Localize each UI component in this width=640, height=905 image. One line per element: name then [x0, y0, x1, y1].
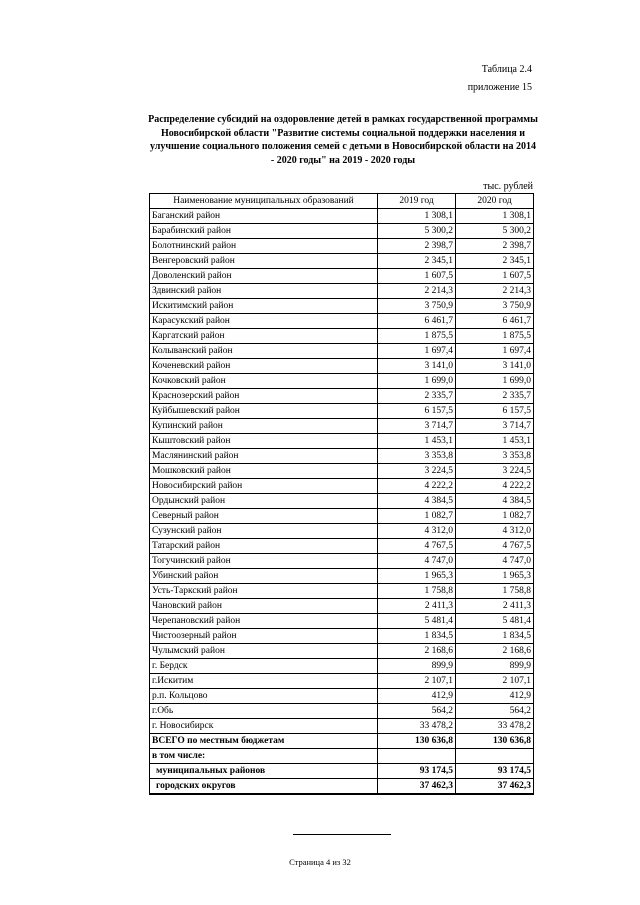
value-2019-cell: 3 750,9: [378, 299, 456, 314]
value-2020-cell: 564,2: [456, 704, 534, 719]
value-2019-cell: 4 767,5: [378, 539, 456, 554]
value-2020-cell: 130 636,8: [456, 734, 534, 749]
table-row: [150, 494, 534, 509]
value-2019-cell: 3 714,7: [378, 419, 456, 434]
table-row: [150, 554, 534, 569]
row-name-cell: Чановский район: [150, 599, 378, 614]
row-name-cell: г. Бердск: [150, 659, 378, 674]
row-name-cell: Венгеровский район: [150, 254, 378, 269]
appendix-label: приложение 15: [467, 82, 532, 93]
table-row: [150, 224, 534, 239]
column-header-2020: 2020 год: [456, 194, 534, 209]
row-name-cell: Здвинский район: [150, 284, 378, 299]
value-2020-cell: 412,9: [456, 689, 534, 704]
table-row: [150, 719, 534, 734]
value-2020-cell: 2 168,6: [456, 644, 534, 659]
value-2019-cell: 4 312,0: [378, 524, 456, 539]
value-2020-cell: 2 214,3: [456, 284, 534, 299]
value-2020-cell: 93 174,5: [456, 764, 534, 779]
value-2019-cell: 5 300,2: [378, 224, 456, 239]
row-name-cell: муниципальных районов: [150, 764, 378, 779]
value-2019-cell: 1 965,3: [378, 569, 456, 584]
row-name-cell: Колыванский район: [150, 344, 378, 359]
value-2020-cell: 37 462,3: [456, 779, 534, 795]
row-name-cell: Кыштовский район: [150, 434, 378, 449]
value-2019-cell: 412,9: [378, 689, 456, 704]
column-header-2019: 2019 год: [378, 194, 456, 209]
row-name-cell: Ордынский район: [150, 494, 378, 509]
value-2020-cell: 2 345,1: [456, 254, 534, 269]
table-row: [150, 359, 534, 374]
row-name-cell: Каргатский район: [150, 329, 378, 344]
value-2019-cell: 2 335,7: [378, 389, 456, 404]
table-row: [150, 569, 534, 584]
row-name-cell: Краснозерский район: [150, 389, 378, 404]
table-row: [150, 449, 534, 464]
value-2020-cell: 4 767,5: [456, 539, 534, 554]
value-2019-cell: 3 224,5: [378, 464, 456, 479]
value-2019-cell: 2 411,3: [378, 599, 456, 614]
value-2019-cell: 2 345,1: [378, 254, 456, 269]
value-2020-cell: 1 082,7: [456, 509, 534, 524]
value-2019-cell: 33 478,2: [378, 719, 456, 734]
value-2019-cell: 130 636,8: [378, 734, 456, 749]
row-name-cell: Барабинский район: [150, 224, 378, 239]
table-header-row: [150, 194, 534, 209]
table-row: [150, 314, 534, 329]
table-row: [150, 599, 534, 614]
empty-cell: [378, 749, 456, 764]
table-row: [150, 539, 534, 554]
table-row: [150, 689, 534, 704]
value-2020-cell: 1 875,5: [456, 329, 534, 344]
row-name-cell: Карасукский район: [150, 314, 378, 329]
value-2020-cell: 899,9: [456, 659, 534, 674]
value-2020-cell: 2 107,1: [456, 674, 534, 689]
value-2020-cell: 3 714,7: [456, 419, 534, 434]
row-name-cell: г.Обь: [150, 704, 378, 719]
row-name-cell: Татарский район: [150, 539, 378, 554]
table-row: [150, 704, 534, 719]
value-2019-cell: 4 384,5: [378, 494, 456, 509]
value-2020-cell: 33 478,2: [456, 719, 534, 734]
row-name-cell: Черепановский район: [150, 614, 378, 629]
value-2019-cell: 3 353,8: [378, 449, 456, 464]
value-2020-cell: 1 607,5: [456, 269, 534, 284]
table-row: [150, 464, 534, 479]
table-row: [150, 629, 534, 644]
row-name-cell: р.п. Кольцово: [150, 689, 378, 704]
page-number: Страница 4 из 32: [289, 857, 351, 867]
table-row: [150, 299, 534, 314]
value-2019-cell: 37 462,3: [378, 779, 456, 795]
value-2019-cell: 1 875,5: [378, 329, 456, 344]
value-2020-cell: 1 758,8: [456, 584, 534, 599]
row-name-cell: в том числе:: [150, 749, 378, 764]
row-name-cell: Маслянинский район: [150, 449, 378, 464]
value-2020-cell: 1 453,1: [456, 434, 534, 449]
subsidy-table: [149, 193, 534, 795]
value-2020-cell: 1 308,1: [456, 209, 534, 224]
value-2020-cell: 2 335,7: [456, 389, 534, 404]
value-2019-cell: 2 214,3: [378, 284, 456, 299]
row-name-cell: Куйбышевский район: [150, 404, 378, 419]
footer-divider: [293, 834, 391, 835]
row-name-cell: Чистоозерный район: [150, 629, 378, 644]
row-name-cell: Баганский район: [150, 209, 378, 224]
row-name-cell: Тогучинский район: [150, 554, 378, 569]
table-row: [150, 419, 534, 434]
units-label: тыс. рублей: [483, 181, 533, 192]
row-name-cell: Сузунский район: [150, 524, 378, 539]
value-2019-cell: 2 168,6: [378, 644, 456, 659]
table-row: [150, 509, 534, 524]
table-row: [150, 779, 534, 795]
table-row: [150, 404, 534, 419]
table-row: [150, 239, 534, 254]
row-name-cell: Купинский район: [150, 419, 378, 434]
table-row: [150, 674, 534, 689]
row-name-cell: Усть-Таркский район: [150, 584, 378, 599]
table-row: [150, 254, 534, 269]
table-row: [150, 764, 534, 779]
value-2020-cell: 3 353,8: [456, 449, 534, 464]
value-2019-cell: 899,9: [378, 659, 456, 674]
value-2019-cell: 4 222,2: [378, 479, 456, 494]
table-row: [150, 614, 534, 629]
table-row: [150, 434, 534, 449]
table-row: [150, 284, 534, 299]
row-name-cell: Болотнинский район: [150, 239, 378, 254]
value-2020-cell: 6 157,5: [456, 404, 534, 419]
value-2019-cell: 1 308,1: [378, 209, 456, 224]
row-name-cell: г.Искитим: [150, 674, 378, 689]
row-name-cell: г. Новосибирск: [150, 719, 378, 734]
table-row: [150, 389, 534, 404]
value-2019-cell: 93 174,5: [378, 764, 456, 779]
value-2020-cell: 3 224,5: [456, 464, 534, 479]
value-2019-cell: 6 157,5: [378, 404, 456, 419]
table-row: [150, 524, 534, 539]
table-row: [150, 329, 534, 344]
value-2019-cell: 1 607,5: [378, 269, 456, 284]
row-name-cell: Убинский район: [150, 569, 378, 584]
value-2020-cell: 2 398,7: [456, 239, 534, 254]
value-2020-cell: 1 965,3: [456, 569, 534, 584]
value-2019-cell: 1 834,5: [378, 629, 456, 644]
table-row: [150, 344, 534, 359]
value-2020-cell: 4 384,5: [456, 494, 534, 509]
value-2020-cell: 3 141,0: [456, 359, 534, 374]
row-name-cell: Кочковский район: [150, 374, 378, 389]
value-2020-cell: 3 750,9: [456, 299, 534, 314]
value-2020-cell: 5 300,2: [456, 224, 534, 239]
row-name-cell: Новосибирский район: [150, 479, 378, 494]
row-name-cell: Мошковский район: [150, 464, 378, 479]
row-name-cell: Коченевский район: [150, 359, 378, 374]
table-row: [150, 374, 534, 389]
value-2019-cell: 3 141,0: [378, 359, 456, 374]
value-2019-cell: 6 461,7: [378, 314, 456, 329]
table-row: [150, 269, 534, 284]
empty-cell: [456, 749, 534, 764]
row-name-cell: ВСЕГО по местным бюджетам: [150, 734, 378, 749]
table-number: Таблица 2.4: [481, 64, 532, 75]
row-name-cell: Доволенский район: [150, 269, 378, 284]
value-2020-cell: 4 312,0: [456, 524, 534, 539]
table-row: [150, 644, 534, 659]
value-2020-cell: 1 834,5: [456, 629, 534, 644]
table-row: [150, 209, 534, 224]
table-body: [150, 209, 534, 795]
value-2020-cell: 4 222,2: [456, 479, 534, 494]
value-2020-cell: 1 699,0: [456, 374, 534, 389]
table-row: [150, 659, 534, 674]
value-2019-cell: 4 747,0: [378, 554, 456, 569]
table-row: [150, 584, 534, 599]
table-row: [150, 749, 534, 764]
row-name-cell: Искитимский район: [150, 299, 378, 314]
column-header-name: Наименование муниципальных образований: [150, 194, 378, 209]
value-2019-cell: 1 453,1: [378, 434, 456, 449]
document-title: Распределение субсидий на оздоровление детей в рамках государственной программы Новосибирской области "Развитие системы социальной поддержки населения и улучшение социального положения семей с детьми в Новосибирской области на 2014 - 2020 годы" на 2019 - 2020 годы: [148, 114, 538, 166]
value-2020-cell: 5 481,4: [456, 614, 534, 629]
value-2019-cell: 1 699,0: [378, 374, 456, 389]
row-name-cell: Чулымский район: [150, 644, 378, 659]
value-2019-cell: 2 398,7: [378, 239, 456, 254]
row-name-cell: городских округов: [150, 779, 378, 795]
value-2020-cell: 6 461,7: [456, 314, 534, 329]
table-row: [150, 734, 534, 749]
value-2019-cell: 2 107,1: [378, 674, 456, 689]
value-2020-cell: 2 411,3: [456, 599, 534, 614]
value-2020-cell: 4 747,0: [456, 554, 534, 569]
value-2019-cell: 564,2: [378, 704, 456, 719]
value-2019-cell: 1 697,4: [378, 344, 456, 359]
value-2019-cell: 5 481,4: [378, 614, 456, 629]
table-row: [150, 479, 534, 494]
value-2019-cell: 1 758,8: [378, 584, 456, 599]
value-2020-cell: 1 697,4: [456, 344, 534, 359]
value-2019-cell: 1 082,7: [378, 509, 456, 524]
row-name-cell: Северный район: [150, 509, 378, 524]
